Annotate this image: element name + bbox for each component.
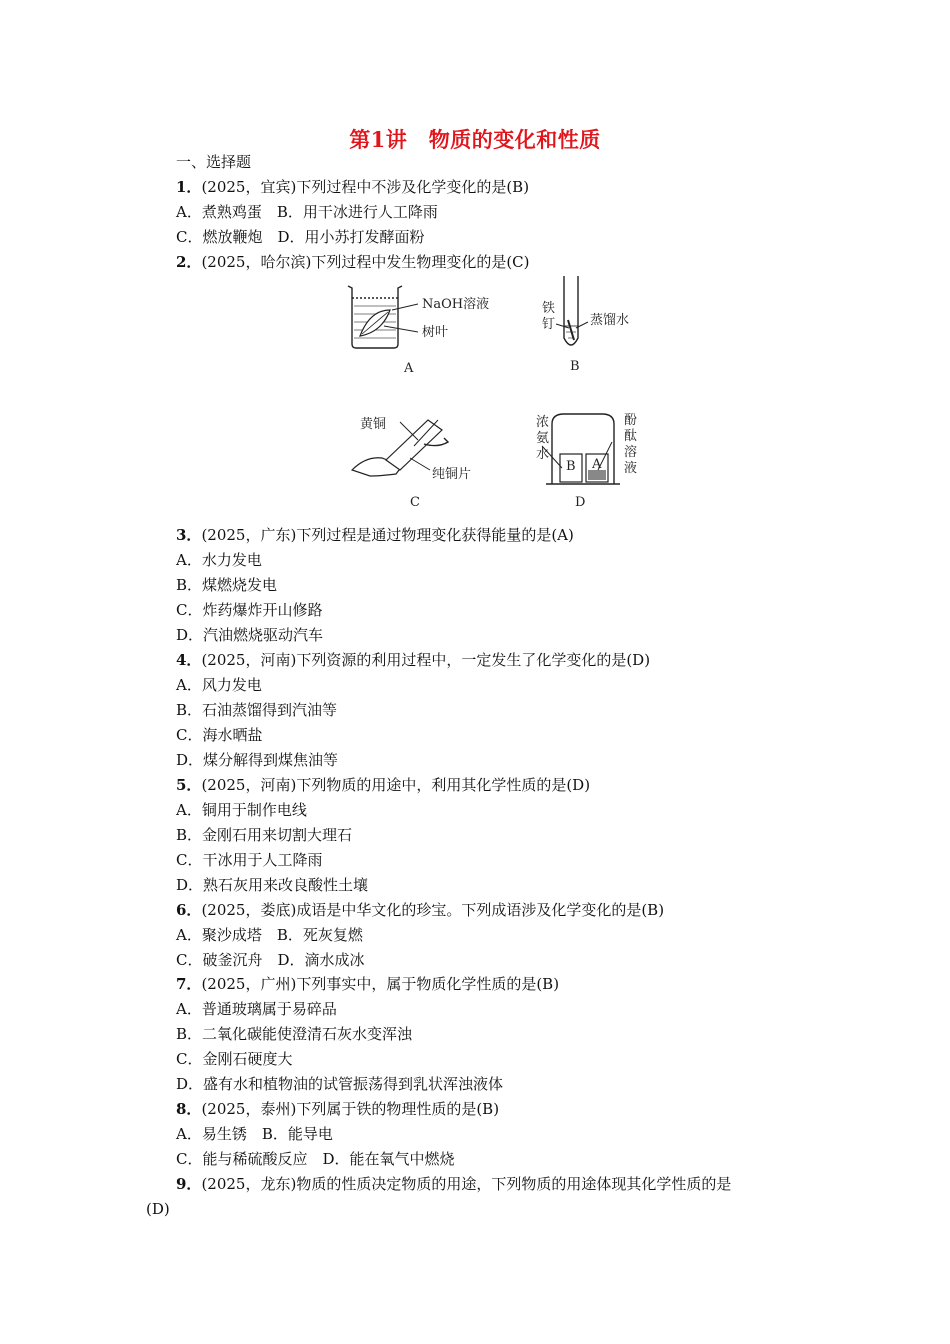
label-distilled-water: 蒸馏水 (590, 313, 630, 328)
option: A．风力发电 (176, 676, 262, 694)
label-ammonia-3: 水 (536, 447, 550, 462)
label-brass: 黄铜 (360, 417, 387, 432)
question-number: 9． (176, 1175, 202, 1193)
question-number: 5． (176, 776, 202, 794)
label-ammonia-2: 氨 (536, 431, 550, 446)
figure-b-test-tube (542, 276, 629, 374)
option: D．熟石灰用来改良酸性土壤 (176, 876, 369, 894)
question-1 (176, 177, 529, 197)
caption-a: A (404, 361, 414, 376)
page-title: 第1讲 物质的变化和性质 (349, 127, 601, 152)
option: D．汽油燃烧驱动汽车 (176, 626, 324, 644)
question-number: 6． (176, 901, 202, 919)
question-text: (2025，龙东)物质的性质决定物质的用途，下列物质的用途体现其化学性质的是 (201, 1175, 732, 1193)
label-phenol-3: 溶 (624, 445, 638, 460)
question-6 (176, 900, 664, 920)
question-text: (2025，宜宾)下列过程中不涉及化学变化的是(B) (201, 178, 530, 196)
label-naoh-solution: NaOH溶液 (422, 297, 490, 312)
question-8-options-row-2: C．能与稀硫酸反应 D．能在氧气中燃烧 (176, 1150, 455, 1168)
question-text: (2025，河南)下列物质的用途中，利用其化学性质的是(D) (201, 776, 591, 794)
question-number: 7． (176, 975, 202, 993)
question-text: (2025，泰州)下列属于铁的物理性质的是(B) (201, 1100, 500, 1118)
option: B．煤燃烧发电 (176, 576, 278, 594)
option: B．二氧化碳能使澄清石灰水变浑浊 (176, 1025, 413, 1043)
question-text: (2025，哈尔滨)下列过程中发生物理变化的是(C) (201, 253, 530, 271)
question-text: (2025，广州)下列事实中，属于物质化学性质的是(B) (201, 975, 560, 993)
label-iron-1: 铁 (542, 301, 556, 316)
option: B．金刚石用来切割大理石 (176, 826, 353, 844)
caption-b: B (570, 359, 580, 374)
option: C．海水晒盐 (176, 726, 263, 744)
option: C．金刚石硬度大 (176, 1050, 293, 1068)
question-number: 8． (176, 1100, 202, 1118)
question-number: 4． (176, 651, 202, 669)
question-6-options-row-1: A．聚沙成塔 B．死灰复燃 (176, 926, 363, 944)
option: C．干冰用于人工降雨 (176, 851, 323, 869)
question-number: 3． (176, 526, 202, 544)
question-1-options-row-2: C．燃放鞭炮 D．用小苏打发酵面粉 (176, 228, 425, 246)
option: A．普通玻璃属于易碎品 (176, 1000, 337, 1018)
nail-icon (568, 320, 574, 340)
question-1-options-row-1: A．煮熟鸡蛋 B．用干冰进行人工降雨 (176, 203, 438, 221)
label-beaker-a: A (592, 457, 602, 472)
experiment-figure (330, 270, 670, 520)
figure-d-bell-jar (536, 413, 637, 510)
question-text: (2025，娄底)成语是中华文化的珍宝。下列成语涉及化学变化的是(B) (201, 901, 665, 919)
question-number: 2． (176, 253, 202, 271)
label-phenol-2: 酞 (624, 429, 638, 444)
question-7 (176, 974, 559, 994)
label-leaf: 树叶 (422, 325, 449, 340)
label-iron-2: 钉 (542, 317, 556, 332)
option: D．煤分解得到煤焦油等 (176, 751, 339, 769)
label-pure-copper: 纯铜片 (432, 467, 472, 482)
question-9 (176, 1174, 731, 1194)
option: A．水力发电 (176, 551, 262, 569)
figure-c-scratch (352, 416, 471, 510)
label-phenol-1: 酚 (624, 413, 638, 428)
figure-a-beaker (348, 286, 489, 376)
question-number: 1． (176, 178, 202, 196)
option: C．炸药爆炸开山修路 (176, 601, 323, 619)
option: B．石油蒸馏得到汽油等 (176, 701, 338, 719)
option: D．盛有水和植物油的试管振荡得到乳状浑浊液体 (176, 1075, 504, 1093)
question-text: (2025，广东)下列过程是通过物理变化获得能量的是(A) (201, 526, 574, 544)
label-ammonia-1: 浓 (536, 415, 550, 430)
option: A．铜用于制作电线 (176, 801, 307, 819)
question-3 (176, 525, 574, 545)
question-4 (176, 650, 650, 670)
question-text: (2025，河南)下列资源的利用过程中，一定发生了化学变化的是(D) (201, 651, 651, 669)
question-2 (176, 252, 530, 272)
caption-c: C (410, 495, 420, 510)
question-8 (176, 1099, 499, 1119)
caption-d: D (575, 495, 586, 510)
question-5 (176, 775, 590, 795)
question-8-options-row-1: A．易生锈 B．能导电 (176, 1125, 333, 1143)
question-6-options-row-2: C．破釜沉舟 D．滴水成冰 (176, 951, 365, 969)
label-phenol-4: 液 (624, 461, 638, 476)
section-heading: 一、选择题 (176, 153, 252, 171)
question-9-answer: (D) (146, 1200, 170, 1218)
label-beaker-b: B (566, 459, 576, 474)
